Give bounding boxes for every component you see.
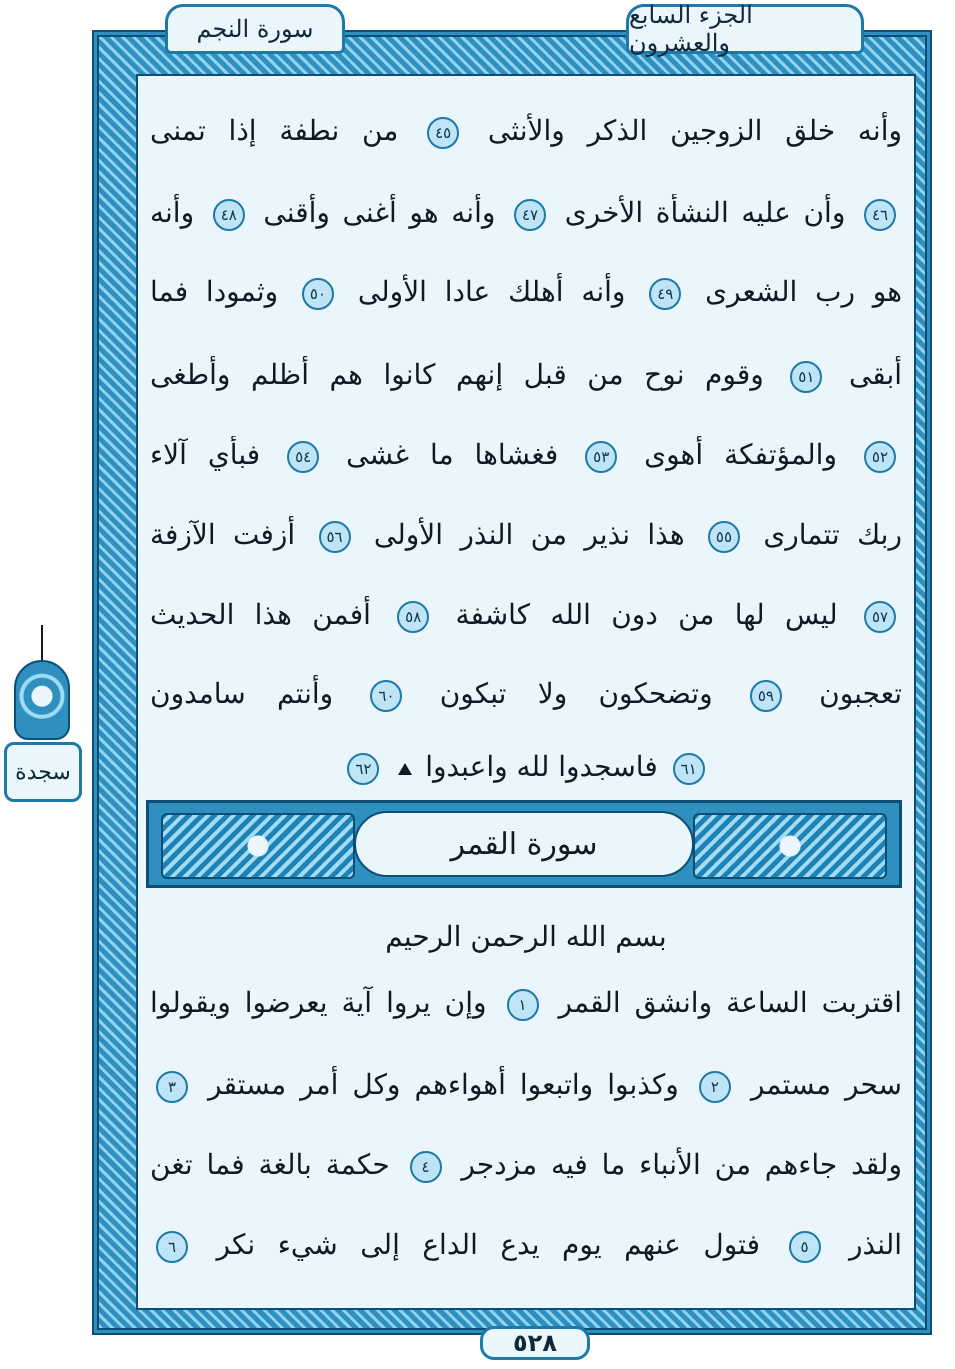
text-line-12 xyxy=(150,1146,902,1184)
verse-text: أبقى xyxy=(848,358,902,391)
verse-text: حكمة بالغة فما تغن xyxy=(150,1148,390,1181)
verse-number-marker: ١ xyxy=(507,989,539,1021)
text-line-10 xyxy=(150,984,902,1022)
verse-text: فاسجدوا لله واعبدوا xyxy=(425,750,658,783)
verse-number-marker: ٤٨ xyxy=(213,199,245,231)
verse-text: وأن عليه النشأة الأخرى xyxy=(564,196,846,229)
verse-text: وأنه خلق الزوجين الذكر والأنثى xyxy=(487,114,902,147)
verse-text: فتول عنهم يوم يدع الداع إلى شيء نكر xyxy=(216,1228,760,1261)
text-line-9 xyxy=(150,748,902,786)
verse-number-marker: ٥٥ xyxy=(708,521,740,553)
verse-text: وقوم نوح من قبل إنهم كانوا هم أظلم وأطغى xyxy=(150,358,764,391)
verse-number-marker: ٦ xyxy=(156,1231,188,1263)
sajda-medallion-icon xyxy=(14,660,70,740)
text-line-13 xyxy=(150,1226,902,1264)
surah-header-banner xyxy=(146,800,902,888)
juz-label: الجزء السابع والعشرون xyxy=(626,4,864,54)
verse-number-marker: ٥٧ xyxy=(864,601,896,633)
verse-text: وثمودا فما xyxy=(150,275,279,308)
verse-text: والمؤتفكة أهوى xyxy=(644,438,837,471)
verse-text: تعجبون xyxy=(819,677,902,710)
verse-number-marker: ٥٤ xyxy=(287,441,319,473)
sajda-label: سجدة xyxy=(4,742,82,802)
surah-title: سورة القمر xyxy=(354,811,694,877)
verse-number-marker: ٥٨ xyxy=(397,601,429,633)
verse-number-marker: ٥٦ xyxy=(319,521,351,553)
verse-number-marker: ٥ xyxy=(789,1231,821,1263)
verse-number-marker: ٣ xyxy=(156,1071,188,1103)
text-line-6 xyxy=(150,516,902,554)
basmala: بسم الله الرحمن الرحيم xyxy=(385,920,667,953)
text-line-2 xyxy=(150,194,902,232)
text-line-11 xyxy=(150,1066,902,1104)
verse-text: أزفت الآزفة xyxy=(150,518,296,551)
verse-text: وأنه هو أغنى وأقنى xyxy=(263,196,496,229)
verse-number-marker: ٥٣ xyxy=(585,441,617,473)
verse-number-marker: ٥١ xyxy=(790,361,822,393)
verse-text: من نطفة إذا تمنى xyxy=(150,114,399,147)
verse-number-marker: ٥٩ xyxy=(750,680,782,712)
page-number: ٥٢٨ xyxy=(480,1326,590,1360)
verse-text: فبأي آلاء xyxy=(150,438,261,471)
verse-text: فغشاها ما غشى xyxy=(346,438,559,471)
sajda-marker-icon xyxy=(398,763,412,775)
verse-text: هو رب الشعرى xyxy=(705,275,902,308)
sajda-pointer-icon xyxy=(41,625,43,665)
verse-number-marker: ٢ xyxy=(699,1071,731,1103)
verse-number-marker: ٥٠ xyxy=(302,278,334,310)
verse-text: وأنه أهلك عادا الأولى xyxy=(357,275,626,308)
verse-text: ولقد جاءهم من الأنباء ما فيه مزدجر xyxy=(461,1148,902,1181)
verse-number-marker: ٦٢ xyxy=(347,753,379,785)
text-line-7 xyxy=(150,596,902,634)
verse-number-marker: ٤ xyxy=(410,1151,442,1183)
verse-number-marker: ٦٠ xyxy=(370,680,402,712)
verse-text: ليس لها من دون الله كاشفة xyxy=(455,598,838,631)
verse-number-marker: ٤٥ xyxy=(427,117,459,149)
verse-number-marker: ٤٧ xyxy=(514,199,546,231)
verse-text: وأنتم سامدون xyxy=(150,677,334,710)
verse-text: وأنه xyxy=(150,196,195,229)
verse-text: اقتربت الساعة وانشق القمر xyxy=(558,986,902,1019)
verse-text: سحر مستمر xyxy=(750,1068,902,1101)
verse-number-marker: ٥٢ xyxy=(864,441,896,473)
verse-text: هذا نذير من النذر الأولى xyxy=(373,518,685,551)
verse-text: ربك تتمارى xyxy=(763,518,902,551)
verse-number-marker: ٦١ xyxy=(673,753,705,785)
verse-number-marker: ٤٩ xyxy=(649,278,681,310)
text-line-4 xyxy=(150,356,902,394)
verse-text: وإن يروا آية يعرضوا ويقولوا xyxy=(150,986,487,1019)
verse-text: وكذبوا واتبعوا أهواءهم وكل أمر مستقر xyxy=(208,1068,679,1101)
text-line-3 xyxy=(150,273,902,311)
text-line-1 xyxy=(150,112,902,150)
text-line-5 xyxy=(150,436,902,474)
verse-text: أفمن هذا الحديث xyxy=(150,598,371,631)
ornament-right xyxy=(693,813,887,879)
surah-label: سورة النجم xyxy=(165,4,345,54)
verse-number-marker: ٤٦ xyxy=(864,199,896,231)
verse-text: النذر xyxy=(849,1228,902,1261)
ornament-left xyxy=(161,813,355,879)
verse-text: وتضحكون ولا تبكون xyxy=(439,677,713,710)
text-line-8 xyxy=(150,675,902,713)
